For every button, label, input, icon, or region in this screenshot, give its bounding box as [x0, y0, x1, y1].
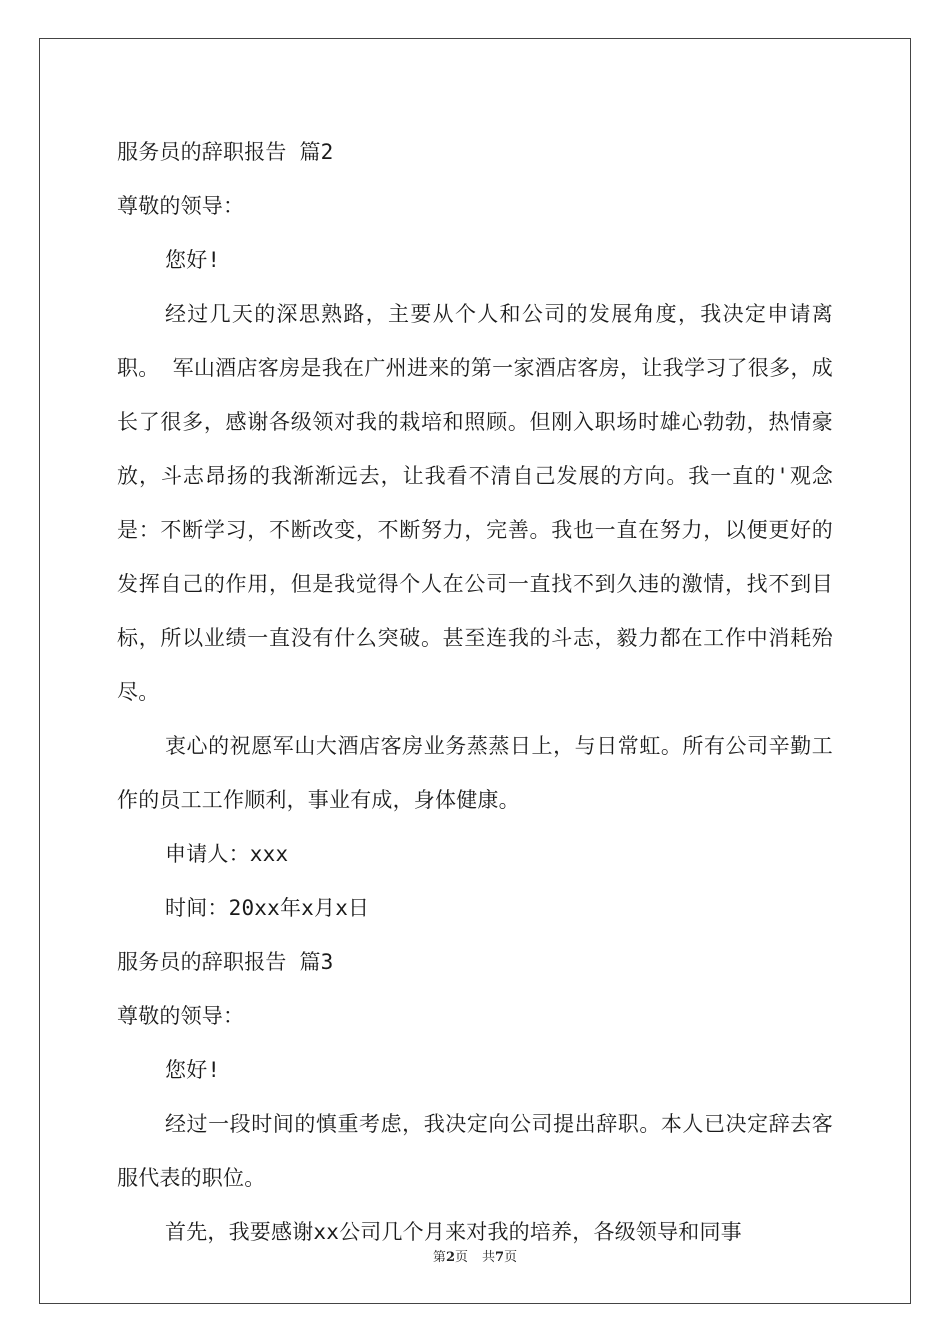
page-suffix: 页 — [454, 1250, 468, 1265]
paragraph: 衷心的祝愿军山大酒店客房业务蒸蒸日上，与日常虹。所有公司辛勤工作的员工工作顺利，事业有成，身体健康。 — [117, 734, 833, 812]
page-current: 2 — [445, 1250, 455, 1265]
section-2 — [117, 125, 833, 935]
paragraph: 经过几天的深思熟路，主要从个人和公司的发展角度，我决定申请离职。 军山酒店客房是我在广州进来的第一家酒店客房，让我学习了很多，成长了很多，感谢各级领对我的栽培和照顾。但刚入职场时雄心勃勃，热情豪放，斗志昂扬的我渐渐远去，让我看不清自己发展的方向。我一直的'观念是：不断学习，不断改变，不断努力，完善。我也一直在努力，以便更好的发挥自己的作用，但是我觉得个人在公司一直找不到久违的激情，找不到目标，所以业绩一直没有什么突破。甚至连我的斗志，毅力都在工作中消耗殆尽。 — [117, 302, 833, 704]
section-title: 服务员的辞职报告 篇3 — [117, 950, 334, 974]
greeting: 您好! — [165, 248, 221, 272]
page-footer — [0, 1246, 950, 1265]
page-total: 7 — [495, 1250, 505, 1265]
page-prefix: 第 — [432, 1250, 446, 1265]
paragraph: 经过一段时间的慎重考虑，我决定向公司提出辞职。本人已决定辞去客服代表的职位。 — [117, 1112, 833, 1190]
date-line: 时间：20xx年x月x日 — [165, 896, 370, 920]
salutation: 尊敬的领导： — [117, 1004, 245, 1028]
applicant-line: 申请人：xxx — [165, 842, 289, 866]
document-body — [117, 125, 833, 1259]
salutation: 尊敬的领导： — [117, 194, 245, 218]
total-suffix: 页 — [504, 1250, 518, 1265]
greeting: 您好! — [165, 1058, 221, 1082]
paragraph: 首先，我要感谢xx公司几个月来对我的培养，各级领导和同事 — [165, 1220, 742, 1244]
section-title: 服务员的辞职报告 篇2 — [117, 140, 334, 164]
total-prefix: 共 — [482, 1250, 496, 1265]
section-3 — [117, 935, 833, 1259]
